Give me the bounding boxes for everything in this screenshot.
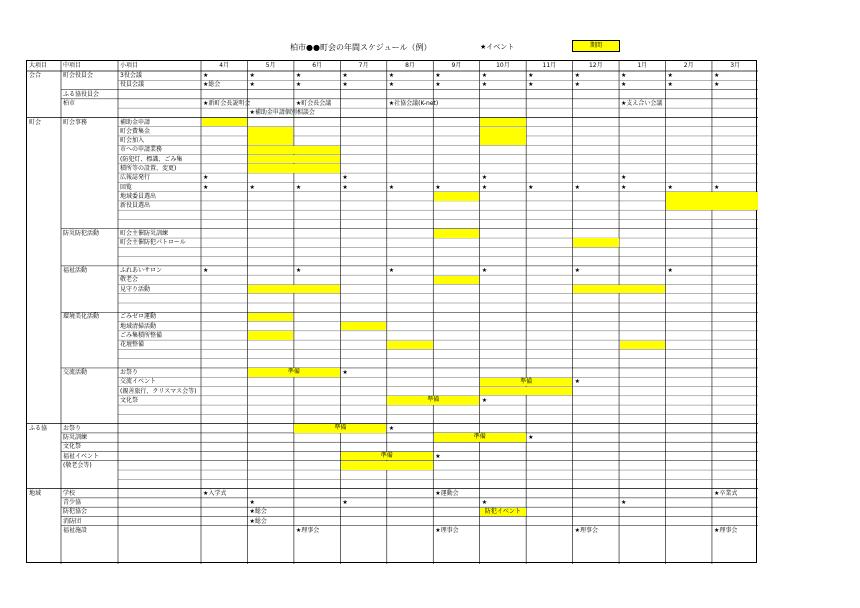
event-mark: ★ xyxy=(435,183,441,191)
period-bar xyxy=(480,136,525,144)
item-label: (防犯灯、標識、ごみ集 xyxy=(120,155,183,163)
period-bar: 防犯イベント xyxy=(480,508,525,516)
subcategory-label: 防犯協会 xyxy=(63,508,88,516)
item-label: 補助金申請 xyxy=(120,118,151,126)
event-mark: ★支え合い会議 xyxy=(621,100,663,108)
event-mark: ★理事会 xyxy=(574,526,598,534)
event-mark: ★社協会議(K-net) xyxy=(388,100,439,108)
item-label: 新役員選出 xyxy=(120,202,151,210)
event-mark: ★ xyxy=(295,81,302,89)
subcategory-label: 環境美化活動 xyxy=(63,313,100,321)
period-bar xyxy=(434,276,479,284)
month-header: 1月 xyxy=(637,62,648,69)
event-mark: ★ xyxy=(342,369,348,377)
period-bar: 準備 xyxy=(480,378,572,386)
item-label: 町会費集金 xyxy=(120,127,151,135)
subcategory-label: 福祉施設 xyxy=(63,526,88,534)
period-bar xyxy=(666,192,758,200)
header-category: 大項目 xyxy=(29,62,48,69)
period-bar xyxy=(434,192,479,200)
category-label: 地域 xyxy=(29,489,42,497)
event-mark: ★ xyxy=(481,81,488,89)
event-mark: ★ xyxy=(481,72,488,80)
period-bar xyxy=(248,146,340,154)
event-mark: ★ xyxy=(388,183,395,191)
item-label: 町会主催防災訓練 xyxy=(120,229,169,237)
event-mark: ★ xyxy=(249,183,255,191)
event-mark: ★ xyxy=(667,183,673,191)
event-mark: ★総会 xyxy=(203,81,221,89)
event-mark: ★ xyxy=(203,183,209,191)
subcategory-label: 福祉活動 xyxy=(63,267,88,275)
period-bar xyxy=(573,285,665,293)
event-mark: ★ xyxy=(528,72,534,80)
event-mark: ★ xyxy=(435,81,441,89)
event-mark: ★ xyxy=(713,183,720,191)
item-label: 3役会議 xyxy=(120,72,142,80)
event-mark: ★ xyxy=(481,267,488,275)
item-label: 積所等の設置、変更) xyxy=(120,165,177,172)
item-label: 地域委員選出 xyxy=(120,192,157,200)
subcategory-label: 防災訓練 xyxy=(63,434,88,442)
event-mark: ★ xyxy=(435,72,441,80)
period-bar xyxy=(248,164,340,172)
event-mark: ★ xyxy=(574,72,580,80)
item-label: お祭り xyxy=(120,369,139,377)
page-title: 柏市●●町会の年間スケジュール（例） xyxy=(290,43,432,52)
event-mark: ★ xyxy=(388,72,395,80)
item-label: 町会加入 xyxy=(120,137,145,145)
event-mark: ★ xyxy=(481,183,488,191)
event-mark: ★ xyxy=(295,183,302,191)
month-header: 3月 xyxy=(730,62,741,69)
item-label: 回覧 xyxy=(120,183,133,191)
subcategory-label: (敬老会等) xyxy=(63,461,92,469)
event-mark: ★ xyxy=(574,378,580,386)
event-mark: ★ xyxy=(342,183,348,191)
period-bar: 準備 xyxy=(387,396,479,404)
month-header: 12月 xyxy=(588,62,603,69)
period-bar xyxy=(341,461,433,469)
event-mark: ★入学式 xyxy=(203,489,227,497)
period-bar: 準備 xyxy=(248,368,340,376)
period-bar: 準備 xyxy=(434,433,526,441)
period-bar xyxy=(248,136,293,144)
category-label: 町会 xyxy=(29,118,42,126)
month-header: 7月 xyxy=(358,62,369,69)
event-mark: ★ xyxy=(249,499,255,507)
period-bar xyxy=(666,201,758,209)
month-header: 5月 xyxy=(265,62,276,69)
event-mark: ★ xyxy=(574,267,580,275)
category-label: ふる協 xyxy=(29,424,48,432)
period-bar: 準備 xyxy=(294,424,386,432)
event-mark: ★卒業式 xyxy=(713,489,738,497)
item-label: 広報誌発行 xyxy=(120,174,151,182)
item-label: 花壇整備 xyxy=(120,341,145,349)
event-mark: ★ xyxy=(528,183,534,191)
subcategory-label: 交流活動 xyxy=(63,369,88,377)
event-mark: ★ xyxy=(574,81,580,89)
month-header: 2月 xyxy=(683,62,694,69)
item-label: ごみゼロ運動 xyxy=(120,313,157,321)
period-bar xyxy=(248,313,293,321)
subcategory-label: 文化祭 xyxy=(63,443,82,451)
item-label: 地域清掃活動 xyxy=(120,322,157,330)
event-mark: ★ xyxy=(574,183,580,191)
subcategory-label: 消防団 xyxy=(63,517,82,525)
period-bar xyxy=(480,387,572,395)
event-mark: ★ xyxy=(621,174,627,182)
event-mark: ★新町会長説明会 xyxy=(203,100,251,108)
subcategory-label: 町会役員会 xyxy=(63,72,94,80)
event-mark: ★町会長会議 xyxy=(295,100,332,108)
period-bar xyxy=(387,341,432,349)
event-mark: ★ xyxy=(388,424,395,432)
item-label: 文化祭 xyxy=(120,397,139,404)
period-bar xyxy=(341,322,386,330)
event-mark: ★ xyxy=(621,183,627,191)
event-mark: ★ xyxy=(342,72,348,80)
event-mark: ★ xyxy=(203,267,209,275)
event-mark: ★ xyxy=(667,267,673,275)
subcategory-label: 防災防犯活動 xyxy=(63,229,100,237)
subcategory-label: 柏市 xyxy=(63,100,76,108)
legend-period: 期間 xyxy=(572,40,620,52)
month-header: 10月 xyxy=(496,62,510,69)
event-mark: ★理事会 xyxy=(713,526,738,534)
period-bar xyxy=(248,127,293,135)
item-label: 市への申請業務 xyxy=(120,146,163,154)
month-header: 11月 xyxy=(542,62,557,69)
event-mark: ★ xyxy=(388,81,395,89)
schedule-sheet xyxy=(26,60,757,563)
subcategory-label: 青少協 xyxy=(63,499,82,507)
event-mark: ★総会 xyxy=(249,517,267,525)
legend-event: ★イベント xyxy=(480,43,515,51)
event-mark: ★ xyxy=(342,174,348,182)
item-label: 町会主催防犯パトロール xyxy=(120,239,186,247)
event-mark: ★ xyxy=(621,81,627,89)
event-mark: ★ xyxy=(435,452,441,460)
event-mark: ★ xyxy=(203,72,209,80)
item-label: ふれあいサロン xyxy=(120,267,163,275)
subcategory-label: 福祉イベント xyxy=(63,452,100,460)
category-label: 会合 xyxy=(29,72,42,80)
subcategory-label: 学校 xyxy=(63,489,76,497)
event-mark: ★ xyxy=(713,72,720,80)
event-mark: ★ xyxy=(342,499,348,507)
item-label: ごみ集積所整備 xyxy=(120,332,163,340)
period-bar xyxy=(434,229,479,237)
event-mark: ★理事会 xyxy=(295,526,320,534)
period-bar xyxy=(202,118,247,126)
event-mark: ★ xyxy=(667,81,673,89)
event-mark: ★理事会 xyxy=(435,526,459,534)
event-mark: ★補助金申請個別相談会 xyxy=(249,109,315,117)
event-mark: ★ xyxy=(342,81,348,89)
subcategory-label: 町会事務 xyxy=(63,118,88,126)
event-mark: ★ xyxy=(481,499,488,507)
header-item: 小項目 xyxy=(120,62,139,69)
period-bar xyxy=(248,331,293,339)
event-mark: ★ xyxy=(295,267,302,275)
event-mark: ★ xyxy=(249,81,255,89)
event-mark: ★ xyxy=(528,434,534,442)
event-mark: ★ xyxy=(621,72,627,80)
subcategory-label: お祭り xyxy=(63,424,82,432)
period-bar xyxy=(480,118,525,126)
item-label: 見守り活動 xyxy=(120,285,151,293)
event-mark: ★ xyxy=(528,81,534,89)
period-bar xyxy=(620,341,665,349)
period-bar xyxy=(480,127,525,135)
header-subcategory: 中項目 xyxy=(63,62,82,69)
event-mark: ★ xyxy=(621,499,627,507)
item-label: (親善旅行、クリスマス会等) xyxy=(120,387,197,395)
month-header: 6月 xyxy=(312,62,323,69)
event-mark: ★ xyxy=(295,72,302,80)
event-mark: ★ xyxy=(667,72,673,80)
event-mark: ★運動会 xyxy=(435,489,459,497)
event-mark: ★ xyxy=(203,174,209,182)
month-header: 9月 xyxy=(451,62,462,69)
subcategory-label: ふる協役員会 xyxy=(63,90,100,98)
month-header: 8月 xyxy=(405,62,415,69)
period-bar xyxy=(248,155,340,163)
event-mark: ★ xyxy=(713,81,720,89)
event-mark: ★総会 xyxy=(249,508,267,516)
item-label: 交流イベント xyxy=(120,378,157,386)
period-bar xyxy=(248,285,340,293)
month-header: 4月 xyxy=(219,62,230,69)
period-bar xyxy=(573,238,618,246)
item-label: 役員会議 xyxy=(120,81,145,89)
event-mark: ★ xyxy=(249,72,255,80)
event-mark: ★ xyxy=(481,174,488,182)
item-label: 敬老会 xyxy=(120,276,139,284)
event-mark: ★ xyxy=(481,397,488,404)
event-mark: ★ xyxy=(388,267,395,275)
period-bar: 準備 xyxy=(341,452,433,460)
